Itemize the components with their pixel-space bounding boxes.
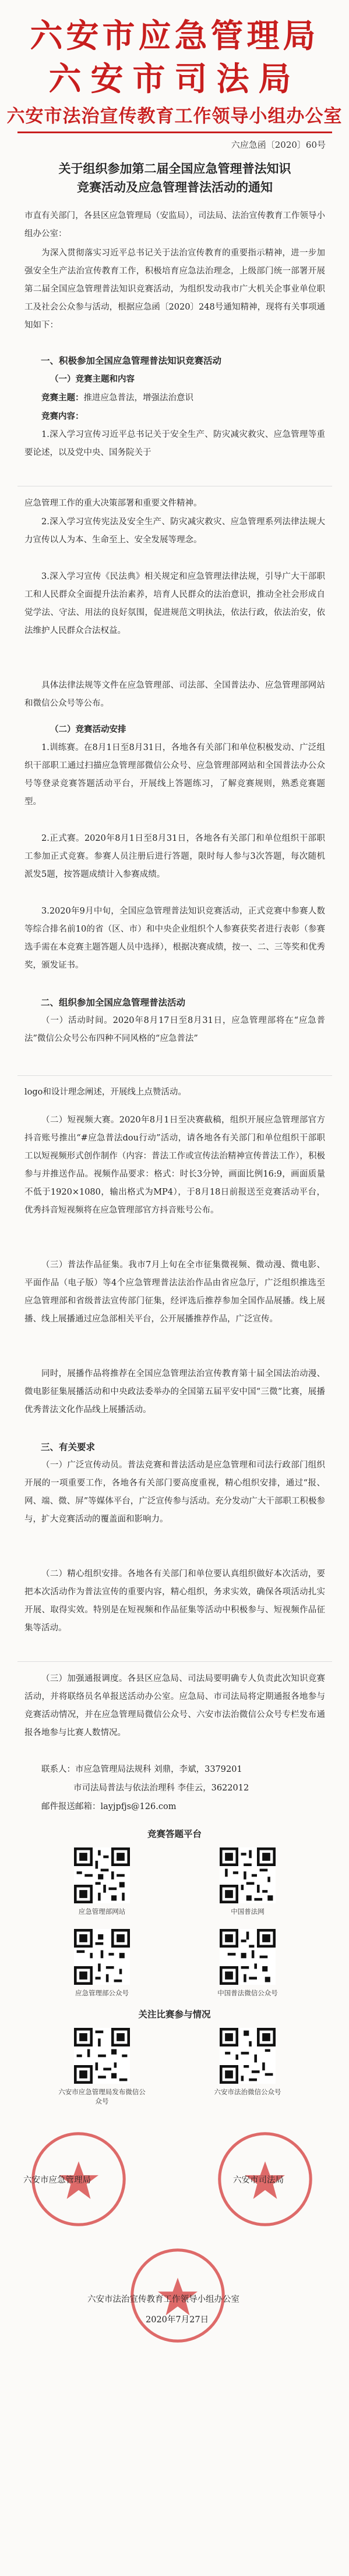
header-line-2: 六安市司法局 — [48, 60, 301, 98]
section-2-heading: 二、组织参加全国应急管理普法活动 — [41, 997, 186, 1008]
email-label: 邮件报送邮箱： — [41, 1802, 101, 1811]
section-1-sub-1: （一）竞赛主题和内容 — [50, 374, 135, 384]
requirement-1: （一）广泛宣传动员。普法竞赛和普法活动是应急管理和司法行政部门组织开展的一项重要工作，各地各有关部门要高度重视，精心组织安排，通过“报、网、端、微、屏”等媒体平台，广泛宣传参与活动。充分发动广大干部职工积极参与，扩大竞赛活动的覆盖面和影响力。 — [24, 1461, 325, 1524]
qr-caption: 六安市法治微信公众号 — [214, 2088, 281, 2096]
requirement-2: （二）精心组织安排。各地各有关部门和单位要认真组织做好本次活动，要把本次活动作为普法宣传的重要内容，精心组织，务求实效，确保各项活动扎实开展、取得实效。特别是在短视频和作品征集等活动中积极参与、短视频作品征集等活动。 — [24, 1569, 325, 1633]
content-paragraph-4: 具体法律法规等文件在应急管理部、司法部、全国普法办、应急管理部网站和微信公众号等公布。 — [24, 681, 325, 708]
qr-code-icon — [74, 1847, 130, 1903]
qr-caption: 中国普法网 — [231, 1907, 265, 1916]
qr-code-icon — [74, 2028, 130, 2084]
qr-item[interactable] — [58, 2028, 146, 2106]
theme-paragraph — [24, 389, 325, 407]
qr-item[interactable] — [67, 1847, 137, 1916]
qr-caption: 中国普法微信公众号 — [217, 1989, 278, 1997]
content-paragraph-1: 1.深入学习宣传习近平总书记关于安全生产、防灾减灾救灾、应急管理等重要论述，以及党中央、国务院关于 — [24, 430, 325, 457]
footer-org-2: 六安市司法局 — [233, 2176, 284, 2185]
content-paragraph-1-cont: 应急管理工作的重大决策部署和重要文件精神。 — [24, 499, 202, 508]
schedule-paragraph-1: 1.训练赛。在8月1日至8月31日，各地各有关部门和单位积极发动、广泛组织干部职工通过扫描应急管理部微信公众号、应急管理部网站和全国普法办公众号等登录竞赛答题活动平台，开展线上答题练习，了解竞赛规则，熟悉竞赛题型。 — [24, 743, 325, 806]
works-collection-paragraph: （三）普法作品征集。我市7月上旬在全市征集微视频、微动漫、微电影、平面作品（电子版）等4个应急管理普法法治作品由省应急厅，广泛组织推选至应急管理部和省级普法宣传部门征集，经评选后推荐参加全国作品展播。线上展播、线上展播通过应急部相关平台，公开展播推荐作品，广泛宣传。 — [24, 1260, 325, 1324]
qr-row-3 — [29, 2028, 320, 2106]
theme-text: 推进应急普法，增强法治意识 — [83, 393, 193, 403]
section-3-heading: 三、有关要求 — [41, 1441, 96, 1452]
qr-item[interactable] — [213, 1847, 283, 1916]
header-line-1: 六安市应急管理局 — [30, 17, 319, 55]
qr-code-icon — [220, 1929, 276, 1985]
qr-item[interactable] — [204, 2028, 291, 2106]
theme-label: 竞赛主题： — [41, 393, 84, 403]
content-paragraph-2: 2.深入学习宣传宪法及安全生产、防灾减灾救灾、应急管理系列法律法规大力宣传以人为本、生命至上、安全发展等理念。 — [24, 517, 325, 545]
header-line-3: 六安市法治宣传教育工作领导小组办公室 — [6, 106, 343, 127]
qr-caption: 应急管理部网站 — [78, 1907, 126, 1916]
doc-title-line-1: 关于组织参加第二届全国应急管理普法知识 — [58, 161, 291, 176]
email-link[interactable]: layjpfjs@126.com — [100, 1802, 177, 1811]
activity-time-paragraph: （一）活动时间。2020年8月17日至8月31日，应急管理部将在“应急普法”微信公众号公布四种不同风格的“应急普法” — [24, 1016, 325, 1043]
schedule-paragraph-3: 3.2020年9月中旬，全国应急管理普法知识竞赛活动，正式竞赛中参赛人数等综合排名前10的省（区、市）和中央企业组织个人参赛获奖者进行表彰（参赛选手需在本竞赛主题答题人员中选择），根据决赛成绩，按一、二、三等奖和优秀奖，颁发证书。 — [24, 907, 325, 970]
page-break — [17, 1075, 332, 1076]
qr-item[interactable] — [213, 1929, 283, 1998]
contact-label: 联系人： — [41, 1765, 75, 1774]
salutation: 市直有关部门，各县区应急管理局（安监局），司法局、法治宣传教育工作领导小组办公室： — [24, 211, 325, 239]
contact-line-1 — [24, 1761, 325, 1779]
requirement-3: （三）加强通报调度。各县区应急局、司法局要明确专人负责此次知识竞赛活动，并将联络员名单报送活动办公室。应急局、市司法局将定期通报各地参与竞赛活动情况，并在应急管理局微信公众号、六安市法治微信公众号专栏发布通报各地参与比赛人数情况。 — [24, 1674, 325, 1738]
doc-number: 六应急函〔2020〕60号 — [231, 140, 326, 150]
intro-paragraph: 为深入贯彻落实习近平总书记关于法治宣传教育的重要指示精神，进一步加强安全生产法治宣传教育工作，积极培育应急法治理念，上级部门统一部署开展第二届全国应急管理普法知识竞赛活动，为组织发动我市广大机关企事业单位职工及社会公众参与活动，根据应急函〔2020〕248号通知精神，现将有关事项通知如下： — [24, 248, 325, 330]
short-video-paragraph: （二）短视频大赛。2020年8月1日至决赛截稿，组织开展应急管理部官方抖音账号推出“#应急普法dou行动”活动，请各地各有关部门和单位组织干部职工以短视频形式创作制作（内容：普法工作或宣传法治精神宣传普法工作），积极参与并推送作品。视频作品要求：格式：时长3分钟，画面比例16:9，画面质量不低于1920×1080，输出格式为MP4），于8月18日前报送至竞赛活动平台，优秀抖音短视频将在应急管理部官方抖音账号公布。 — [24, 1115, 325, 1215]
content-label: 竞赛内容： — [41, 411, 84, 421]
showcase-paragraph: 同时，展播作品将推荐在全国应急管理法治宣传教育第十届全国法治动漫、微电影征集展播活动和中央政法委举办的全国第五届平安中国“三微”比赛，展播优秀普法文化作品线上展播活动。 — [24, 1369, 325, 1415]
qr-section-1-title: 竞赛答题平台 — [147, 1828, 202, 1839]
qr-code-icon — [220, 1847, 276, 1903]
email-line — [24, 1798, 325, 1816]
activity-time-cont: logo和设计理念阐述，开展线上点赞活动。 — [24, 1088, 186, 1097]
qr-caption: 六安市应急管理局发布微信公众号 — [58, 2088, 146, 2105]
contact-2: 市司法局普法与依法治理科 李佳云，3622012 — [73, 1783, 249, 1793]
header-divider — [17, 132, 332, 133]
qr-row-1 — [29, 1847, 320, 1916]
footer-date: 2020年7月27日 — [146, 2315, 209, 2325]
qr-section-3-title: 关注比赛参与情况 — [138, 2009, 211, 2020]
qr-caption: 应急管理部公众号 — [75, 1989, 129, 1997]
footer-org-3: 六安市法治宣传教育工作领导小组办公室 — [87, 2295, 239, 2304]
qr-row-2 — [29, 1929, 320, 1998]
qr-code-icon — [220, 2028, 276, 2084]
footer-org-1: 六安市应急管理局 — [23, 2176, 91, 2185]
page-break — [17, 1661, 332, 1662]
content-paragraph-3: 3.深入学习宣传《民法典》相关规定和应急管理法律法规，引导广大干部职工和人民群众全面提升法治素养，培育人民群众的法治意识，推动全社会形成自觉学法、守法、用法的良好氛围，促进规范文明执法，依法行政，依法治安，依法维护人民群众合法权益。 — [24, 572, 325, 635]
doc-title-line-2: 竞赛活动及应急管理普法活动的通知 — [77, 180, 273, 194]
section-1-sub-2: （二）竞赛活动安排 — [50, 724, 126, 734]
schedule-paragraph-2: 2.正式赛。2020年8月1日至8月31日，各地各有关部门和单位组织干部职工参加正式竞赛。参赛人员注册后进行答题，限时每人参与3次答题，每次随机派发5题，按答题成绩计入参赛成绩。 — [24, 834, 325, 879]
contact-1: 市应急管理局法规科 刘鼎，李斌，3379201 — [75, 1765, 242, 1774]
section-1-heading: 一、积极参加全国应急管理普法知识竞赛活动 — [41, 355, 222, 366]
qr-code-icon — [74, 1929, 130, 1985]
qr-item[interactable] — [67, 1929, 137, 1998]
